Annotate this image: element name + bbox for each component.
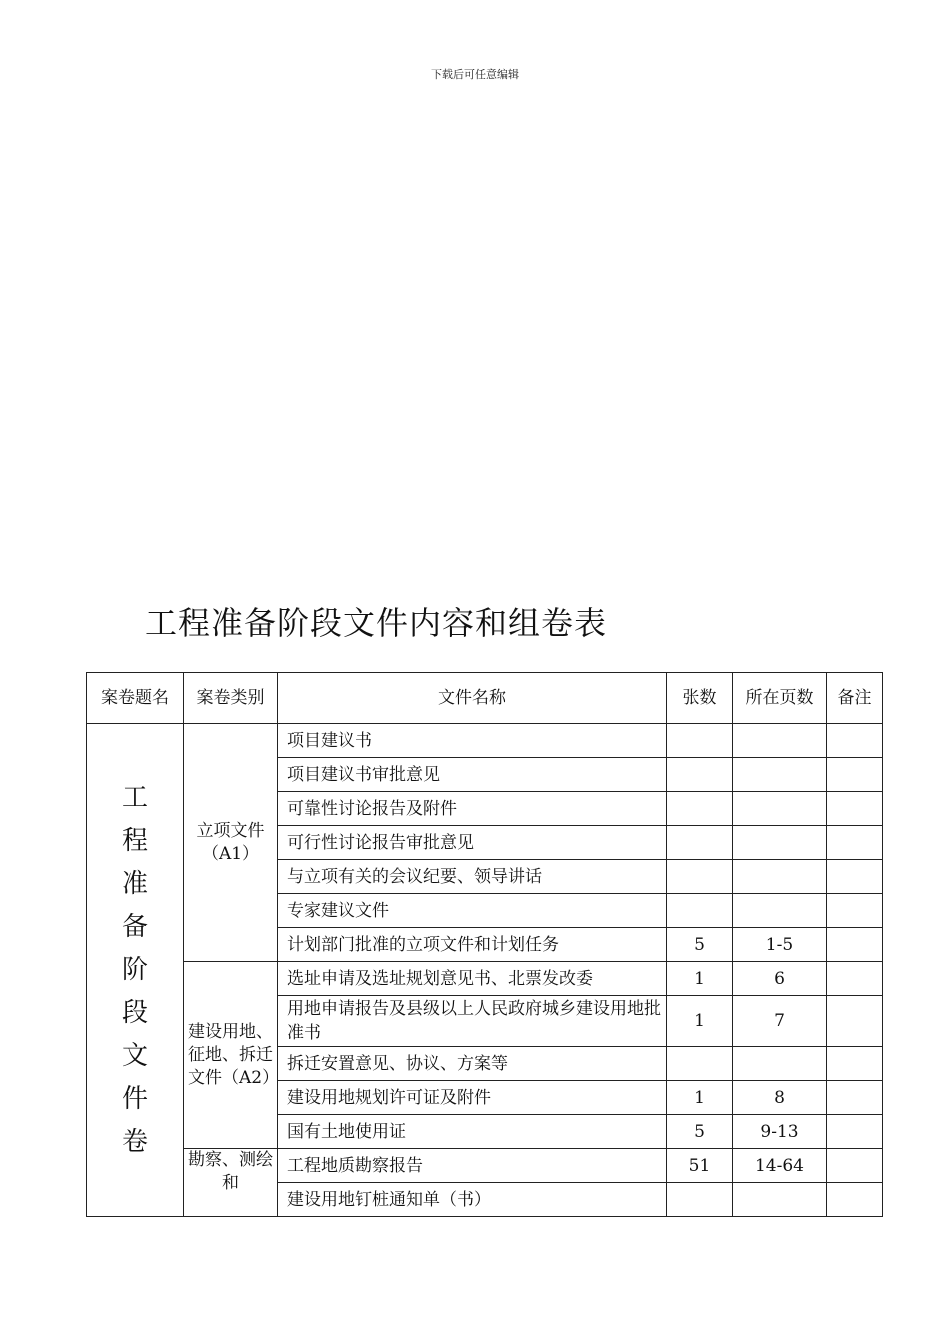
sheets-cell: [667, 724, 733, 758]
category-a2: 建设用地、征地、拆迁文件（A2）: [184, 962, 278, 1149]
remarks-cell: [827, 826, 883, 860]
category-a1: 立项文件（A1）: [184, 724, 278, 962]
pages-cell: [733, 792, 827, 826]
file-name-cell: 项目建议书: [278, 724, 667, 758]
file-name-cell: 专家建议文件: [278, 894, 667, 928]
sheets-cell: 5: [667, 928, 733, 962]
sheets-cell: [667, 826, 733, 860]
header-note: 下载后可任意编辑: [431, 68, 519, 81]
pages-cell: [733, 894, 827, 928]
remarks-cell: [827, 1149, 883, 1183]
pages-cell: [733, 1183, 827, 1217]
pages-cell: 9-13: [733, 1115, 827, 1149]
sheets-cell: [667, 894, 733, 928]
sheets-cell: 1: [667, 1081, 733, 1115]
volume-title-char: 备: [121, 911, 148, 942]
remarks-cell: [827, 894, 883, 928]
pages-cell: [733, 860, 827, 894]
header-volume-title: 案卷题名: [87, 673, 184, 724]
sheets-cell: [667, 860, 733, 894]
pages-cell: 14-64: [733, 1149, 827, 1183]
volume-title-char: 阶: [121, 954, 148, 985]
header-remarks: 备注: [827, 673, 883, 724]
file-name-cell: 国有土地使用证: [278, 1115, 667, 1149]
pages-cell: [733, 724, 827, 758]
remarks-cell: [827, 962, 883, 996]
remarks-cell: [827, 792, 883, 826]
table-row: [87, 962, 883, 996]
remarks-cell: [827, 758, 883, 792]
pages-cell: 1-5: [733, 928, 827, 962]
remarks-cell: [827, 1183, 883, 1217]
header-file-name: 文件名称: [278, 673, 667, 724]
pages-cell: 8: [733, 1081, 827, 1115]
volume-title-char: 工: [121, 782, 148, 813]
file-name-cell: 可靠性讨论报告及附件: [278, 792, 667, 826]
sheets-cell: 51: [667, 1149, 733, 1183]
document-title: 工程准备阶段文件内容和组卷表: [145, 604, 608, 642]
volume-title-char: 件: [121, 1083, 148, 1114]
table-row: [87, 724, 883, 758]
header-category: 案卷类别: [184, 673, 278, 724]
volume-table: [86, 672, 883, 1217]
remarks-cell: [827, 1115, 883, 1149]
pages-cell: [733, 826, 827, 860]
file-name-cell: 项目建议书审批意见: [278, 758, 667, 792]
category-a3: 勘察、测绘和: [184, 1149, 278, 1217]
file-name-cell: 与立项有关的会议纪要、领导讲话: [278, 860, 667, 894]
header-pages: 所在页数: [733, 673, 827, 724]
sheets-cell: 5: [667, 1115, 733, 1149]
remarks-cell: [827, 928, 883, 962]
file-name-cell: 用地申请报告及县级以上人民政府城乡建设用地批准书: [278, 996, 667, 1047]
volume-title-char: 卷: [121, 1126, 148, 1157]
file-name-cell: 选址申请及选址规划意见书、北票发改委: [278, 962, 667, 996]
remarks-cell: [827, 724, 883, 758]
table-row: [87, 1149, 883, 1183]
sheets-cell: [667, 758, 733, 792]
file-name-cell: 可行性讨论报告审批意见: [278, 826, 667, 860]
remarks-cell: [827, 1047, 883, 1081]
file-name-cell: 工程地质勘察报告: [278, 1149, 667, 1183]
sheets-cell: [667, 792, 733, 826]
file-name-cell: 建设用地规划许可证及附件: [278, 1081, 667, 1115]
pages-cell: [733, 1047, 827, 1081]
file-name-cell: 计划部门批准的立项文件和计划任务: [278, 928, 667, 962]
pages-cell: 7: [733, 996, 827, 1047]
volume-title-char: 程: [121, 825, 148, 856]
volume-title-char: 段: [121, 997, 148, 1028]
pages-cell: [733, 758, 827, 792]
file-name-cell: 拆迁安置意见、协议、方案等: [278, 1047, 667, 1081]
remarks-cell: [827, 860, 883, 894]
remarks-cell: [827, 1081, 883, 1115]
sheets-cell: [667, 1183, 733, 1217]
sheets-cell: [667, 1047, 733, 1081]
volume-title-char: 文: [121, 1040, 148, 1071]
volume-title-char: 准: [121, 868, 148, 899]
sheets-cell: 1: [667, 996, 733, 1047]
header-sheets: 张数: [667, 673, 733, 724]
volume-title-vertical: [87, 777, 183, 1164]
file-name-cell: 建设用地钉桩通知单（书）: [278, 1183, 667, 1217]
volume-title-cell: [87, 724, 184, 1217]
pages-cell: 6: [733, 962, 827, 996]
remarks-cell: [827, 996, 883, 1047]
sheets-cell: 1: [667, 962, 733, 996]
